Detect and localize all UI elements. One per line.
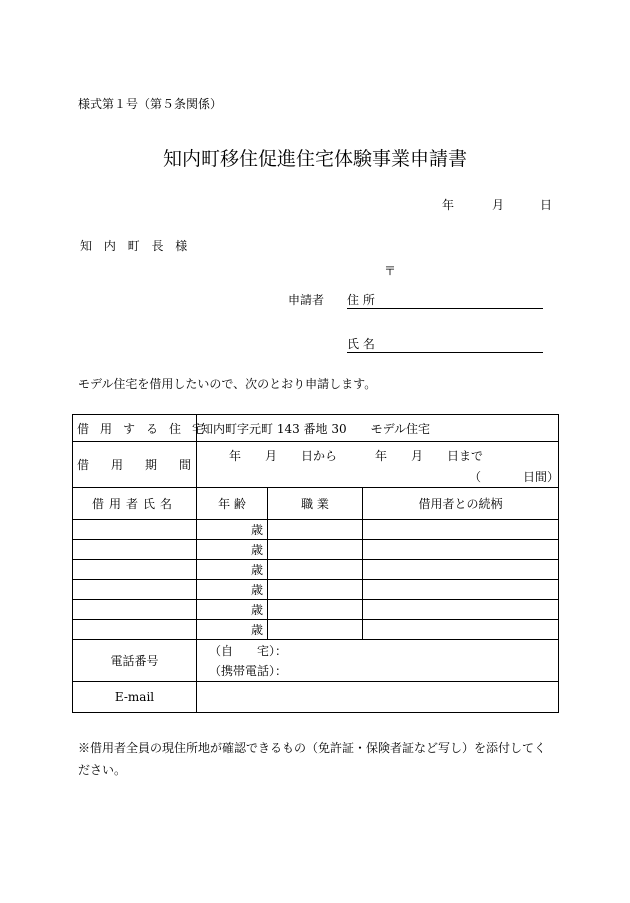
age-cell[interactable] bbox=[197, 620, 268, 640]
intro-text: モデル住宅を借用したいので、次のとおり申請します。 bbox=[78, 377, 377, 391]
header-age: 年 齢 bbox=[197, 488, 268, 520]
relation-cell[interactable] bbox=[363, 560, 559, 580]
age-unit: 歳 bbox=[250, 563, 263, 577]
email-label: E-mail bbox=[73, 682, 197, 713]
form-number: 様式第１号（第５条関係） bbox=[78, 97, 223, 111]
age-unit: 歳 bbox=[250, 523, 263, 537]
addressee: 知 内 町 長 様 bbox=[80, 239, 192, 253]
age-cell[interactable] bbox=[197, 560, 268, 580]
period-days-open: （ bbox=[469, 469, 482, 484]
phone-mobile-label: （携帯電話）： bbox=[209, 663, 288, 678]
application-table bbox=[72, 414, 559, 713]
relation-cell[interactable] bbox=[363, 600, 559, 620]
name-field[interactable] bbox=[347, 335, 543, 353]
age-cell[interactable] bbox=[197, 580, 268, 600]
occupation-cell[interactable] bbox=[268, 620, 363, 640]
table-row bbox=[73, 600, 559, 620]
table-row bbox=[73, 520, 559, 540]
date-day-label: 日 bbox=[540, 198, 553, 212]
borrower-name-cell[interactable] bbox=[73, 540, 197, 560]
relation-cell[interactable] bbox=[363, 520, 559, 540]
email-field[interactable] bbox=[197, 682, 559, 713]
occupation-cell[interactable] bbox=[268, 560, 363, 580]
borrower-name-cell[interactable] bbox=[73, 560, 197, 580]
relation-cell[interactable] bbox=[363, 620, 559, 640]
period-days-close: 日間） bbox=[523, 469, 560, 484]
period-label: 借用期間 bbox=[73, 442, 197, 488]
date-month-label: 月 bbox=[492, 198, 505, 212]
name-label: 氏 名 bbox=[347, 337, 375, 351]
occupation-cell[interactable] bbox=[268, 520, 363, 540]
date-year-label: 年 bbox=[442, 198, 455, 212]
relation-cell[interactable] bbox=[363, 580, 559, 600]
borrower-name-cell[interactable] bbox=[73, 600, 197, 620]
age-unit: 歳 bbox=[250, 583, 263, 597]
phone-label: 電話番号 bbox=[73, 640, 197, 682]
header-occupation: 職 業 bbox=[268, 488, 363, 520]
phone-home-label: （自 宅）： bbox=[209, 643, 288, 658]
period-field[interactable] bbox=[197, 442, 559, 488]
address-field[interactable] bbox=[347, 291, 543, 309]
age-unit: 歳 bbox=[250, 543, 263, 557]
table-row bbox=[73, 580, 559, 600]
house-value: 知内町字元町 143 番地 30 モデル住宅 bbox=[197, 415, 559, 442]
occupation-cell[interactable] bbox=[268, 540, 363, 560]
header-relation: 借用者との続柄 bbox=[363, 488, 559, 520]
age-unit: 歳 bbox=[250, 603, 263, 617]
age-unit: 歳 bbox=[250, 623, 263, 637]
table-row bbox=[73, 620, 559, 640]
borrower-name-cell[interactable] bbox=[73, 620, 197, 640]
age-cell[interactable] bbox=[197, 540, 268, 560]
occupation-cell[interactable] bbox=[268, 600, 363, 620]
borrower-name-cell[interactable] bbox=[73, 580, 197, 600]
table-row bbox=[73, 540, 559, 560]
age-cell[interactable] bbox=[197, 520, 268, 540]
note-line-1: ※借用者全員の現住所地が確認できるもの（免許証・保険者証など写し）を添付してく bbox=[78, 741, 547, 755]
relation-cell[interactable] bbox=[363, 540, 559, 560]
period-to: 年 月 日まで bbox=[375, 448, 484, 463]
house-label: 借用する住宅 bbox=[73, 415, 197, 442]
age-cell[interactable] bbox=[197, 600, 268, 620]
note-line-2: ださい。 bbox=[78, 763, 127, 777]
address-label: 住 所 bbox=[347, 293, 375, 307]
page-title: 知内町移住促進住宅体験事業申請書 bbox=[162, 148, 467, 170]
postal-mark: 〒 bbox=[384, 264, 397, 278]
occupation-cell[interactable] bbox=[268, 580, 363, 600]
header-borrower-name: 借用者氏名 bbox=[73, 488, 197, 520]
table-row bbox=[73, 560, 559, 580]
period-from: 年 月 日から bbox=[229, 448, 338, 463]
phone-field[interactable] bbox=[197, 640, 559, 682]
borrower-name-cell[interactable] bbox=[73, 520, 197, 540]
applicant-label: 申請者 bbox=[288, 293, 325, 307]
